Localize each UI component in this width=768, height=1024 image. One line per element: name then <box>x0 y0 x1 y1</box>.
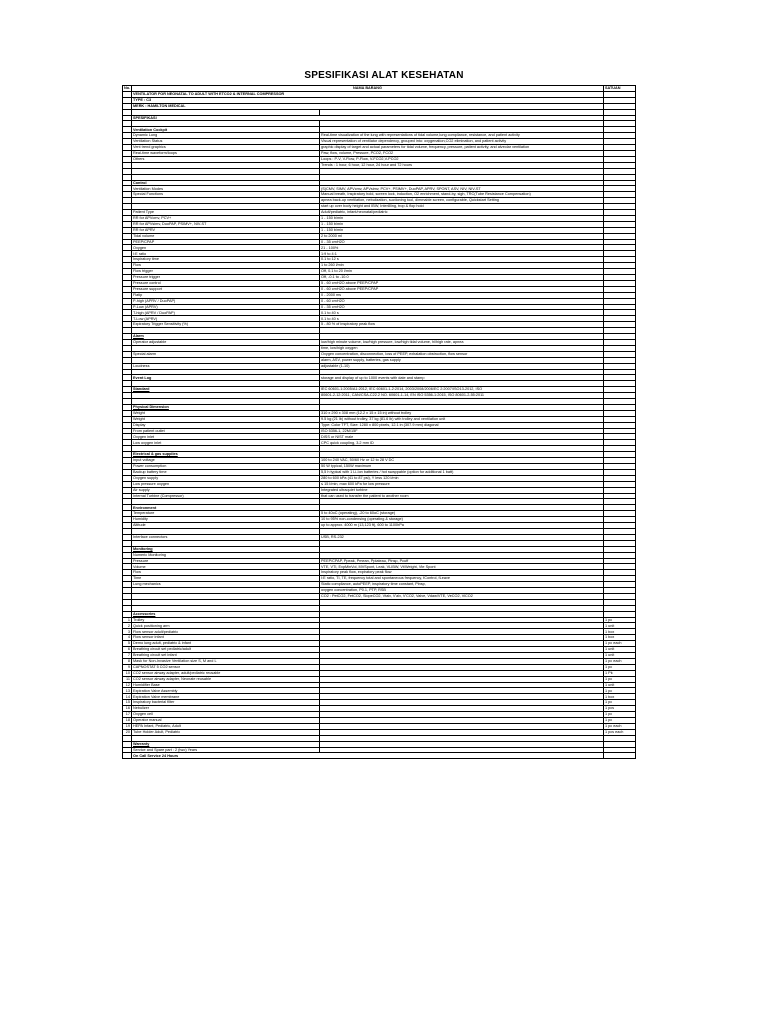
cell-item: Display <box>132 422 320 428</box>
cell-spec: alarm, ASV, power supply, batteries, gas supply <box>320 357 604 363</box>
cell-no: 8 <box>123 658 132 664</box>
cell-no: 9 <box>123 664 132 670</box>
cell-no: 12 <box>123 682 132 688</box>
cell-spec: Paw, flow, volume, Pressure, PCO2, FCO2 <box>320 150 604 156</box>
cell-spec: Static compliance, autoPEEP, inspiratory time constant, Pinsp, <box>320 582 604 588</box>
cell-item: Breathing circuit set infant <box>132 653 320 659</box>
cell-spec: start up over body height and IBW, Inter8ling, trop & flop hold <box>320 204 604 210</box>
cell-spec: ISO 5356-1, 22M/15F <box>320 428 604 434</box>
cell-item: Tidal volume <box>132 233 320 239</box>
cell-item: Mask for Non-Invasive Ventilation size S, M and L <box>132 658 320 664</box>
cell-spec: 5 - 60 cmH2O above PEEP/CPAP <box>320 280 604 286</box>
cell-item: Oxygen inlet <box>132 434 320 440</box>
cell-unit: 1 pc <box>604 717 636 723</box>
cell-item: Trolley <box>132 617 320 623</box>
cell-unit: 1 box <box>604 629 636 635</box>
cell-no: 5 <box>123 641 132 647</box>
header-satuan: SATUAN <box>604 86 636 92</box>
spec-table-body <box>123 86 636 759</box>
cell-unit <box>604 753 636 759</box>
cell-item: Volume <box>132 564 320 570</box>
cell-item: Dynamic Lung <box>132 133 320 139</box>
cell-spec: VTE, VTI, ExpMinVol, MVSpont, Leak, VLIBW, Vt/Weight, Vte Spont <box>320 564 604 570</box>
cell-unit: 1 pc <box>604 617 636 623</box>
cell-no: 15 <box>123 700 132 706</box>
spec-table <box>122 85 636 759</box>
cell-unit: 1 Pk <box>604 670 636 676</box>
cell-category: Accessories <box>132 611 320 617</box>
cell-unit: 1 unit <box>604 647 636 653</box>
cell-item: Low pressure oxygen <box>132 481 320 487</box>
cell-item: Time <box>132 576 320 582</box>
cell-spec: PEEP/CPAP, Ppeak, Pmean, Pplateau, Pinsp, Pcuff <box>320 558 604 564</box>
cell-unit: 1 unit <box>604 653 636 659</box>
cell-spec: 80601-2-12:2011, CAN/CSA-C22.2 NO. 60601-1-14, EN ISO 5356-1:2015, ISO 80601-2-55:2011 <box>320 393 604 399</box>
cell-spec: ≤ 15 l/min, max 600 kPa for low pressure <box>320 481 604 487</box>
cell-item: Interface connectors <box>132 534 320 540</box>
cell-section-title: VENTILATOR FOR NEONATAL TO ADULT WITH ETCO2 & INTERNAL COMPRESSOR <box>132 91 604 97</box>
cell-no <box>123 753 132 759</box>
cell-item: CO2 sensor airway adapter, adult/pediatric reusable <box>132 670 320 676</box>
cell-item: RR for APVsimv, DuoPAP, PSIMV+, NIV-ST <box>132 221 320 227</box>
cell-spec: 21 - 100% <box>320 245 604 251</box>
cell-spec: low/high minute volume, low/high pressure, low/high tidal volume, hi/high rate, apnea <box>320 339 604 345</box>
cell-item: From patient outlet <box>132 428 320 434</box>
cell-no: 13 <box>123 688 132 694</box>
cell-item: RR for APRV <box>132 227 320 233</box>
cell-item: Operator manual <box>132 717 320 723</box>
cell-category: Environment <box>132 505 320 511</box>
cell-spec: Type: Color TFT, Size: 1280 x 800 pixels, 12.1 in (307.9 mm) diagonal <box>320 422 604 428</box>
cell-item: Oxygen supply <box>132 475 320 481</box>
cell-item: Ventilation Modes <box>132 186 320 192</box>
cell-unit: 1 pc each <box>604 641 636 647</box>
cell-spec: 1:9 to 4:1 <box>320 251 604 257</box>
cell-spec: storage and display of up to 1000 events with date and stamp <box>320 375 604 381</box>
cell-spec: Adult/pediatric, infant/neonatal/pediatric <box>320 210 604 216</box>
cell-spec: 0.1 to 12 s <box>320 257 604 263</box>
cell-item: Temperature <box>132 511 320 517</box>
cell-item: Operator adjustable <box>132 339 320 345</box>
cell-item: Loudness <box>132 363 320 369</box>
cell-spec: 5,5 h typical with 1 Li-Ion batteries / hot swappable (option for additional 1 batt) <box>320 469 604 475</box>
cell-no: 4 <box>123 635 132 641</box>
cell-spec: 1 - 150 b/min <box>320 221 604 227</box>
cell-item: Flow <box>132 263 320 269</box>
cell-item: Service and Spare part : 2 (two) Years <box>132 747 320 753</box>
cell-spec: Oxygen concentration, disconnection, loss of PEEP, exhalation obstruction, flow sensor <box>320 351 604 357</box>
cell-item: Others <box>132 156 320 162</box>
cell-item: P-Low (APRV) <box>132 304 320 310</box>
cell-item: Input voltage <box>132 458 320 464</box>
cell-item: Weight <box>132 410 320 416</box>
cell-unit: 1 box <box>604 635 636 641</box>
cell-item: Pressure trigger <box>132 275 320 281</box>
cell-spec: 0 - 35 cmH2O <box>320 304 604 310</box>
cell-item: Lung mechanics <box>132 582 320 588</box>
cell-item: Weight <box>132 416 320 422</box>
cell-item: Pressure <box>132 558 320 564</box>
cell-no: 2 <box>123 623 132 629</box>
cell-item: Flatip <box>132 292 320 298</box>
cell-no: 6 <box>123 647 132 653</box>
cell-item: Power consumption <box>132 464 320 470</box>
cell-category: Monitoring <box>132 546 320 552</box>
cell-spec: Trends : 1 hour, 6 hour, 12 hour, 24 hour and 72 hours <box>320 162 604 168</box>
cell-item: Tube Holder Adult, Pediatric <box>132 729 320 735</box>
cell-spec: 0 - 60 cmH2O above PEEP/CPAP <box>320 286 604 292</box>
cell-no: 3 <box>123 629 132 635</box>
cell-unit: 1 box <box>604 694 636 700</box>
cell-no: 20 <box>123 729 132 735</box>
cell-spec: 0 - 35 cmH2O <box>320 239 604 245</box>
cell-item: Inspiratory time <box>132 257 320 263</box>
cell-no: 7 <box>123 653 132 659</box>
cell-item: Air supply <box>132 487 320 493</box>
table-row <box>123 753 636 759</box>
cell-category: Electrical & gas supplies <box>132 452 320 458</box>
cell-category: Warranty <box>132 741 320 747</box>
cell-spec: Manual breath, Inspiratory hold, screen lock, induction, O2 enrichment, stand-by, sigh, TRC(Tube Resistance Compensation) <box>320 192 604 198</box>
cell-item: Pressure support <box>132 286 320 292</box>
cell-category: Ventilation Cockpit <box>132 127 320 133</box>
cell-item: Humidifier Base <box>132 682 320 688</box>
cell-item: Flow sensor infant <box>132 635 320 641</box>
cell-spec: 10 to 95% non-condensing (operating & storage) <box>320 517 604 523</box>
cell-spec: graphic display of target and actual parameters for tidal volume, frequency, pressure, patient activity, and alveolar ventilation <box>320 145 604 151</box>
cell-section-title: TYPE : C3 <box>132 97 604 103</box>
cell-item: P-high (APRV / DuoPAP) <box>132 298 320 304</box>
cell-unit: 1 pc <box>604 664 636 670</box>
cell-spec: 50 W typical, 150W maximum <box>320 464 604 470</box>
cell-spec: 100 to 240 VAC, 50/60 Hz or 12 to 28 V DC <box>320 458 604 464</box>
cell-spec: time, low/high oxygen <box>320 345 604 351</box>
cell-spec: 280 to 600 kPa (41 to 87 psi), Y less 120 l/min <box>320 475 604 481</box>
cell-unit: 1 pc each <box>604 658 636 664</box>
cell-unit: 1 unit <box>604 682 636 688</box>
cell-item: Nebulizer <box>132 706 320 712</box>
cell-item: Altitude <box>132 523 320 529</box>
cell-item: Demo lung adult, pediatric & infant <box>132 641 320 647</box>
cell-spec: DISS or NIST male <box>320 434 604 440</box>
cell-unit: 1 pcs <box>604 706 636 712</box>
cell-item: Expiration Valve membrane <box>132 694 320 700</box>
page-title: SPESIFIKASI ALAT KESEHATAN <box>304 70 464 81</box>
cell-section-title: MERK : HAMILTON MEDICAL <box>132 103 604 109</box>
cell-spec: CPC quick coupling, 3.2 mm ID <box>320 440 604 446</box>
cell-item: Ventilation Status <box>132 139 320 145</box>
cell-category: Control <box>132 180 320 186</box>
cell-spec: 0.1 to 40 s <box>320 310 604 316</box>
cell-spec: IEC 60601-1:2005/A1:2012, IEC 60601-1-2:2014, 2003/2008/2006/EC 2:2007/ISO13-2012, ISO <box>320 387 604 393</box>
cell-spec: 0 - 60 cmH2O <box>320 298 604 304</box>
cell-spec: 5 - 80 % of inspiratory peak flow <box>320 322 604 328</box>
cell-spec: Visual representation of ventilator dependency, grouped into: oxygenation,CO2 elimination, and patient activity <box>320 139 604 145</box>
cell-no: 14 <box>123 694 132 700</box>
cell-no: 18 <box>123 717 132 723</box>
cell-spec: CO2 : PetCO2, FetCO2, SlopeCO2, Vtalv, V'alv, V'CO2, Valve, Vdaw/VTE, VeCO2, ViCO2 <box>320 593 604 599</box>
cell-spec: I:E ratio, TI, TE, frequency total and spontaneous frequency, fControl, fLeave <box>320 576 604 582</box>
cell-item: HEPA Infant, Pediatric, Adult <box>132 723 320 729</box>
cell-spec: 1 - 150 b/min <box>320 227 604 233</box>
cell-unit: 1 pcs each <box>604 729 636 735</box>
cell-item: Expiration Valve Assembly <box>132 688 320 694</box>
cell-item: CO2 sensor airway adapter, Neonate reusable <box>132 676 320 682</box>
cell-no: 10 <box>123 670 132 676</box>
cell-spec: apnea back-up ventilation, nebulization, suctioning tool, dimmable screen, configurable, Quickstart Setting <box>320 198 604 204</box>
cell-item: Humidity <box>132 517 320 523</box>
cell-item: Vent trend graphics <box>132 145 320 151</box>
cell-spec: 310 x 290 x 308 mm (12.2 x 15 x 15 in) without trolley <box>320 410 604 416</box>
cell-item: CAPNOSTAT 5 CO2 sensor <box>132 664 320 670</box>
cell-item: Oxygen <box>132 245 320 251</box>
cell-spec: adjustable (1-10) <box>320 363 604 369</box>
cell-category: Physical Dimension <box>132 404 320 410</box>
cell-spec: 1 to 260 l/min <box>320 263 604 269</box>
cell-item: Expiratory Trigger Sensitivity (%) <box>132 322 320 328</box>
cell-unit: 1 pc <box>604 700 636 706</box>
cell-spec: that can used to transfer the patient to another room <box>320 493 604 499</box>
cell-unit: 1 pc <box>604 676 636 682</box>
cell-no: 11 <box>123 676 132 682</box>
cell-no: 17 <box>123 712 132 718</box>
cell-item: T-high (APRV / DuoPAP) <box>132 310 320 316</box>
cell-unit: 1 pc each <box>604 723 636 729</box>
cell-item: Numeric Monitoring <box>132 552 320 558</box>
cell-item: Patient Type <box>132 210 320 216</box>
cell-spec: Off, -0.1 to -10.0 <box>320 275 604 281</box>
cell-spec: Loops : P-V, V-Flow, P-Flow, V-FCO2,V-PCO2 <box>320 156 604 162</box>
cell-item: Flow sensor adult/pediatric <box>132 629 320 635</box>
cell-spec: 9.5 kg (21 lb) without trolley, 37 kg (81.6 lb) with trolley and ventilation unit <box>320 416 604 422</box>
cell-section-title: On Call Service 24 Hours <box>132 753 604 759</box>
cell-item: Internal Turbine (Compressor) <box>132 493 320 499</box>
cell-spec: (S)CMV, SIMV, APVcmv, APVsimv, PCV+, PSIMV+, DuoPAP, APRV, SPONT, ASV, NIV, NIV-ST <box>320 186 604 192</box>
cell-category: Event Log <box>132 375 320 381</box>
cell-item: Low oxygen inlet <box>132 440 320 446</box>
cell-spec: 0.1 to 40 s <box>320 316 604 322</box>
cell-spec: USB, RS-232 <box>320 534 604 540</box>
cell-item: Inspiratory bacterial filter <box>132 700 320 706</box>
cell-spec: 5 to 40oC (operating), -20 to 60oC (storage) <box>320 511 604 517</box>
cell-spec: 0 - 2000 ms <box>320 292 604 298</box>
cell-unit: 1 unit <box>604 623 636 629</box>
cell-category: Standard <box>132 387 320 393</box>
cell-item: Flow trigger <box>132 269 320 275</box>
cell-no: 16 <box>123 706 132 712</box>
cell-no: 1 <box>123 617 132 623</box>
cell-item: Real-time waveform/loops <box>132 150 320 156</box>
cell-item: Flow <box>132 570 320 576</box>
cell-item: I:E ratio <box>132 251 320 257</box>
cell-spec: 2 to 2000 ml <box>320 233 604 239</box>
cell-item: Breathing circuit set pediatric/adult <box>132 647 320 653</box>
cell-spec: Off, 0.1 to 20 l/min <box>320 269 604 275</box>
cell-item: Oxygen cell <box>132 712 320 718</box>
cell-section-title: SPESIFIKASI <box>132 115 604 121</box>
cell-item: RR for APVcmv, PCV+ <box>132 215 320 221</box>
cell-category: Alarm <box>132 334 320 340</box>
cell-spec: 1 - 150 b/min <box>320 215 604 221</box>
cell-item: Pressure control <box>132 280 320 286</box>
cell-spec: up to approx. 4000 m (13,123 ft), 600 to 1100hPa <box>320 523 604 529</box>
cell-spec: Real-time visualization of the lung with representations of tidal volume,lung compliance, resistance, and patient activity <box>320 133 604 139</box>
cell-no: 19 <box>123 723 132 729</box>
cell-unit: 1 pc <box>604 712 636 718</box>
cell-spec: Integrated ultraquiet turbine <box>320 487 604 493</box>
cell-spec: Inspiratory peak flow, expiratory peak flow <box>320 570 604 576</box>
cell-spec: oxygen concentration, P0.1, PTP, RSB <box>320 588 604 594</box>
cell-item: Backup battery time <box>132 469 320 475</box>
cell-item: Special Functions <box>132 192 320 198</box>
cell-item: Special alarm <box>132 351 320 357</box>
header-nama-barang: NAMA BARANG <box>132 86 604 92</box>
cell-item: PEEP/CPAP <box>132 239 320 245</box>
header-no: No. <box>124 86 131 91</box>
cell-unit: 1 pc <box>604 688 636 694</box>
cell-item: T-Low (APRV) <box>132 316 320 322</box>
cell-item: Quick positioning arm <box>132 623 320 629</box>
